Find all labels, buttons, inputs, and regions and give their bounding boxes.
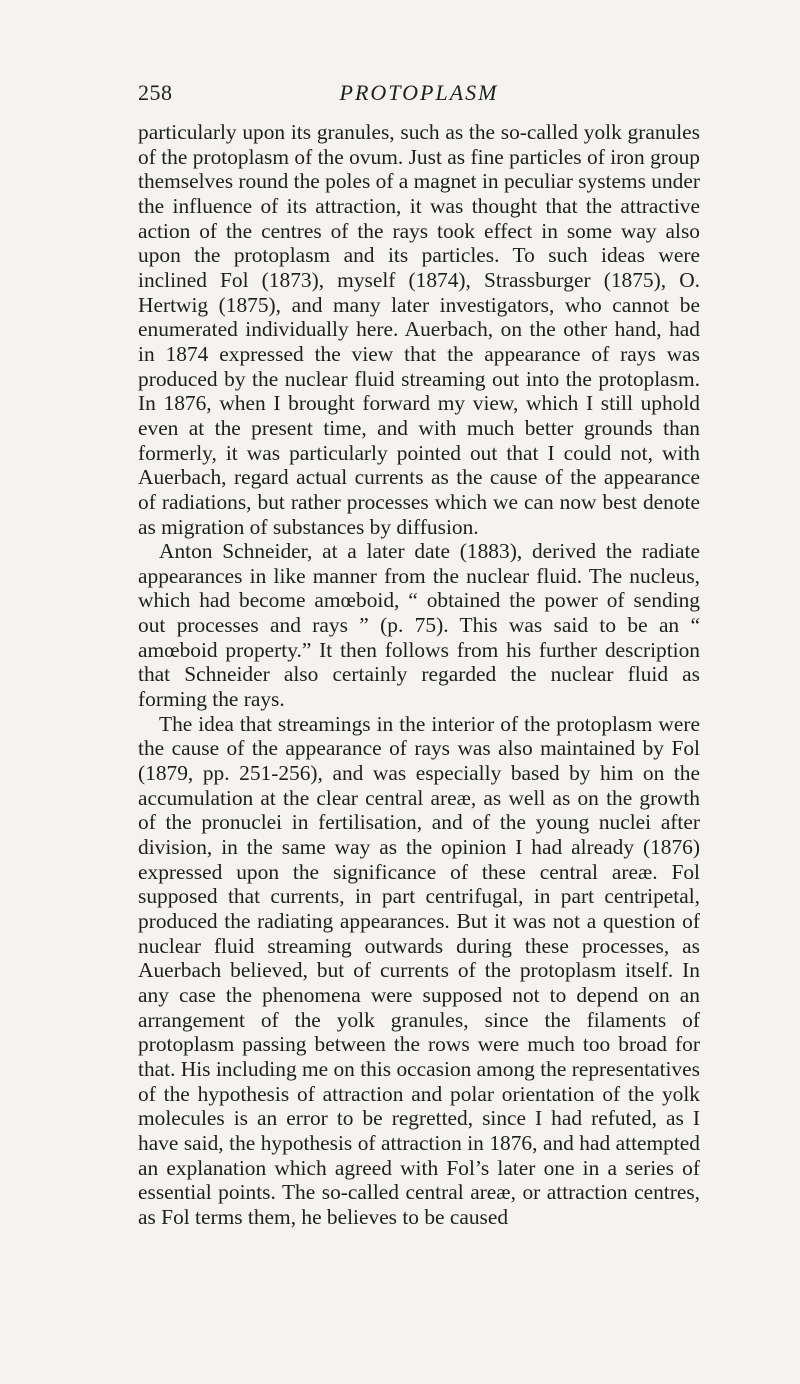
paragraph-schneider: Anton Schneider, at a later date (1883), derived the radiate appearances in like manner from the nuclear fluid. The nucleus, which had become amœboid, “ obtained the power of sending out processes and rays ” (p. 75). This was said to be an “ amœboid property.” It then follows from his further description that Schneider also certainly regarded the nuclear fluid as forming the rays. <box>138 539 700 712</box>
running-title: PROTOPLASM <box>339 80 499 105</box>
paragraph-continued: particularly upon its granules, such as the so-called yolk granules of the protoplasm of the ovum. Just as fine particles of iron group themselves round the poles of a magnet in peculiar systems under the influence of its attraction, it was thought that the attractive action of the centres of the rays took effect in some way also upon the protoplasm and its particles. To such ideas were inclined Fol (1873), myself (1874), Strassburger (1875), O. Hertwig (1875), and many later investigators, who cannot be enumerated individually here. Auerbach, on the other hand, had in 1874 expressed the view that the appearance of rays was produced by the nuclear fluid streaming out into the protoplasm. In 1876, when I brought forward my view, which I still uphold even at the present time, and with much better grounds than formerly, it was particularly pointed out that I could not, with Auerbach, regard actual currents as the cause of the appearance of radiations, but rather processes which we can now best denote as migration of substances by diffusion. <box>138 120 700 539</box>
page-number: 258 <box>138 80 173 105</box>
page-header <box>138 80 700 110</box>
body-text <box>138 120 700 1230</box>
paragraph-fol: The idea that streamings in the interior of the protoplasm were the cause of the appearance of rays was also maintained by Fol (1879, pp. 251-256), and was especially based by him on the accumulation at the clear central areæ, as well as on the growth of the pronuclei in fertilisation, and of the young nuclei after division, in the same way as the opinion I had already (1876) expressed upon the significance of these central areæ. Fol supposed that currents, in part centrifugal, in part centripetal, produced the radiating appearances. But it was not a question of nuclear fluid streaming outwards during these processes, as Auerbach believed, but of currents of the protoplasm itself. In any case the phenomena were supposed not to depend on an arrangement of the yolk granules, since the filaments of protoplasm passing between the rows were much too broad for that. His including me on this occasion among the representatives of the hypothesis of attraction and polar orientation of the yolk molecules is an error to be regretted, since I had refuted, as I have said, the hypothesis of attraction in 1876, and had attempted an explanation which agreed with Fol’s later one in a series of essential points. The so-called central areæ, or attraction centres, as Fol terms them, he believes to be caused <box>138 711 700 1229</box>
